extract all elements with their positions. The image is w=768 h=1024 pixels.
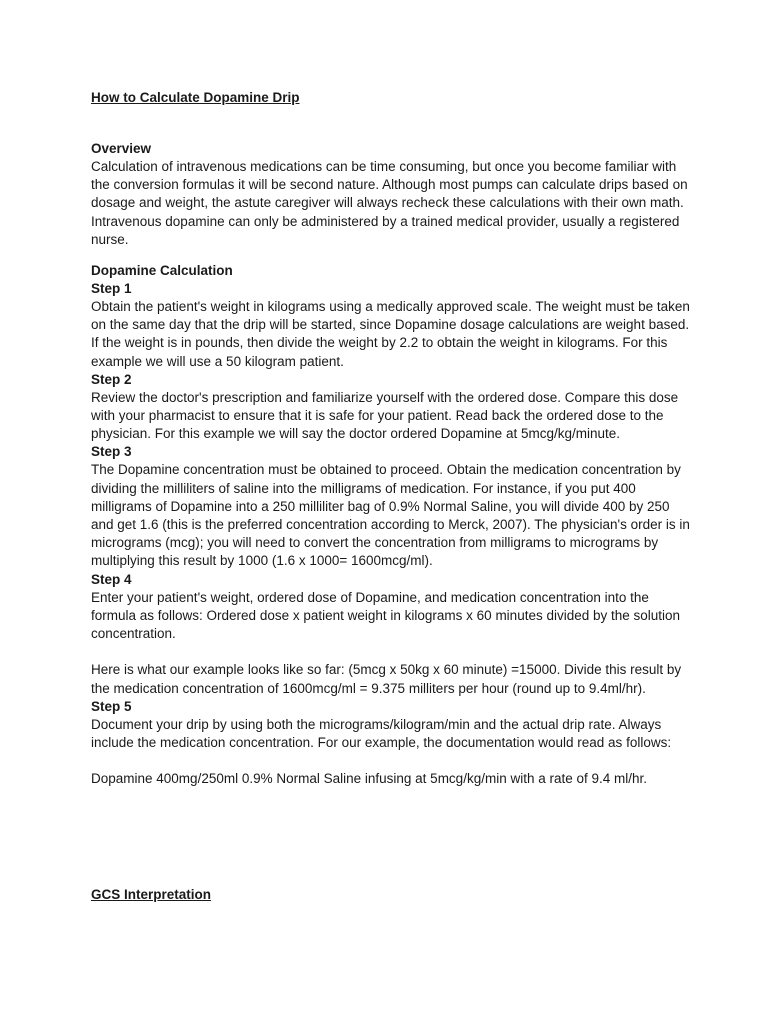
document-title: How to Calculate Dopamine Drip	[91, 90, 300, 105]
paragraph-spacer	[91, 643, 691, 661]
step-4-heading: Step 4	[91, 571, 132, 587]
step-3-text: The Dopamine concentration must be obtained to proceed. Obtain the medication concentration by dividing the milliliters of saline into the milligrams of medication. For instance, if you put 400 milligrams of Dopamine into a 250 milliliter bag of 0.9% Normal Saline, you will divide 400 by 250 and get 1.6 (this is the preferred concentration according to Merck, 2007). The physician's order is in micrograms (mcg); you will need to convert the concentration from milligrams to micrograms by multiplying this result by 1000 (1.6 x 1000= 1600mcg/ml).	[91, 462, 690, 569]
step-5-documentation-example: Dopamine 400mg/250ml 0.9% Normal Saline infusing at 5mcg/kg/min with a rate of 9.4 ml/hr.	[91, 771, 648, 787]
step-3-heading: Step 3	[91, 444, 132, 460]
step-5-text: Document your drip by using both the micrograms/kilogram/min and the actual drip rate. Always include the medication concentration. For our example, the documentation would read as follows:	[91, 716, 672, 751]
overview-section	[91, 140, 691, 249]
overview-heading: Overview	[91, 141, 152, 156]
step-2-heading: Step 2	[91, 371, 132, 387]
overview-paragraph: Calculation of intravenous medications can be time consuming, but once you become familiar with the conversion formulas it will be second nature. Although most pumps can calculate drips based on dosage and weight, the astute caregiver will always recheck these calculations with their own math. Intravenous dopamine can only be administered by a trained medical provider, usually a registered nurse.	[91, 159, 688, 247]
step-4-example: Here is what our example looks like so far: (5mcg x 50kg x 60 minute) =15000. Divide this result by the medication concentration of 1600mcg/ml = 9.375 milliters per hour (round up to 9.4ml/hr).	[91, 662, 682, 696]
step-2-text: Review the doctor's prescription and familiarize yourself with the ordered dose. Compare this dose with your pharmacist to ensure that it is safe for your patient. Read back the ordered dose to the physician. For this example we will say the doctor ordered Dopamine at 5mcg/kg/minute.	[91, 389, 679, 442]
calculation-heading: Dopamine Calculation	[91, 263, 233, 278]
dopamine-calculation-section	[91, 262, 691, 789]
step-1-text: Obtain the patient's weight in kilograms using a medically approved scale. The weight must be taken on the same day that the drip will be started, since Dopamine dosage calculations are weight based. If the weight is in pounds, then divide the weight by 2.2 to obtain the weight in kilograms. For this example we will use a 50 kilogram patient.	[91, 299, 690, 369]
step-1-heading: Step 1	[91, 281, 132, 296]
step-5-heading: Step 5	[91, 698, 132, 714]
paragraph-spacer	[91, 752, 691, 770]
step-4-text: Enter your patient's weight, ordered dose of Dopamine, and medication concentration into the formula as follows: Ordered dose x patient weight in kilograms x 60 minutes divided by the solution concentration.	[91, 589, 681, 642]
gcs-interpretation-title: GCS Interpretation	[91, 887, 212, 902]
